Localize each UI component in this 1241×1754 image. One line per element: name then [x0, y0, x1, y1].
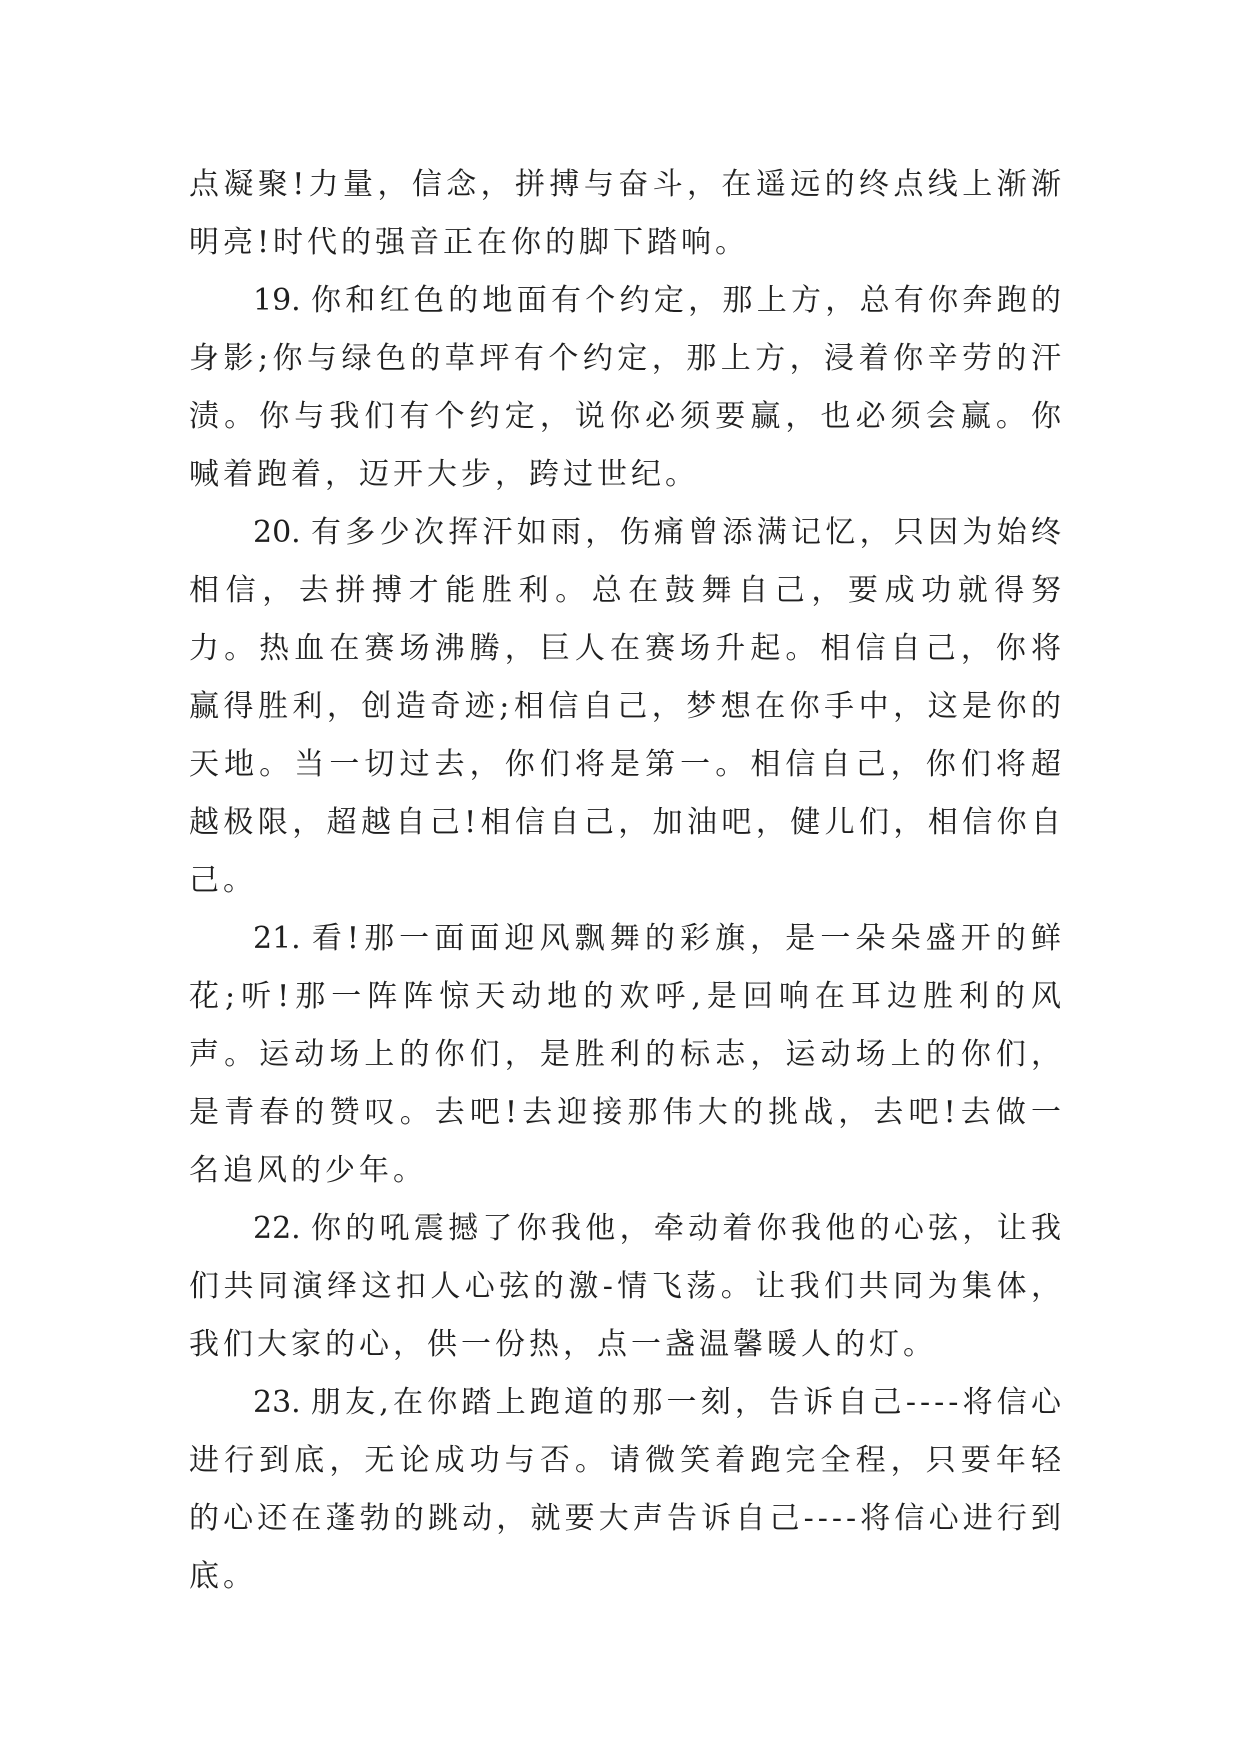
- paragraph-22: [189, 1200, 1065, 1374]
- paragraph-number: 21.: [253, 921, 301, 956]
- paragraph-21: [189, 910, 1065, 1200]
- paragraph-number: 22.: [253, 1211, 301, 1246]
- paragraph-continued: [189, 156, 1065, 272]
- paragraph-number: 19.: [253, 283, 301, 318]
- paragraph-19: [189, 272, 1065, 504]
- paragraph-number: 23.: [253, 1385, 301, 1420]
- paragraph-text: 朋友,在你踏上跑道的那一刻，告诉自己----将信心进行到底，无论成功与否。请微笑着跑完全程，只要年轻的心还在蓬勃的跳动，就要大声告诉自己----将信心进行到底。: [189, 1385, 1065, 1594]
- paragraph-text: 有多少次挥汗如雨，伤痛曾添满记忆，只因为始终相信，去拼搏才能胜利。总在鼓舞自己，要成功就得努力。热血在赛场沸腾，巨人在赛场升起。相信自己，你将赢得胜利，创造奇迹;相信自己，梦想在你手中，这是你的天地。当一切过去，你们将是第一。相信自己，你们将超越极限，超越自己!相信自己，加油吧，健儿们，相信你自己。: [189, 515, 1065, 898]
- paragraph-text: 看!那一面面迎风飘舞的彩旗，是一朵朵盛开的鲜花;听!那一阵阵惊天动地的欢呼,是回响在耳边胜利的风声。运动场上的你们，是胜利的标志，运动场上的你们，是青春的赞叹。去吧!去迎接那伟大的挑战，去吧!去做一名追风的少年。: [189, 921, 1065, 1188]
- paragraph-23: [189, 1374, 1065, 1606]
- paragraph-text: 你和红色的地面有个约定，那上方，总有你奔跑的身影;你与绿色的草坪有个约定，那上方，浸着你辛劳的汗渍。你与我们有个约定，说你必须要赢，也必须会赢。你喊着跑着，迈开大步，跨过世纪。: [189, 283, 1065, 492]
- paragraph-text: 点凝聚!力量，信念，拼搏与奋斗，在遥远的终点线上渐渐明亮!时代的强音正在你的脚下踏响。: [189, 167, 1065, 260]
- paragraph-text: 你的吼震撼了你我他，牵动着你我他的心弦，让我们共同演绎这扣人心弦的激-情飞荡。让我们共同为集体，我们大家的心，供一份热，点一盏温馨暖人的灯。: [189, 1211, 1065, 1362]
- paragraph-20: [189, 504, 1065, 910]
- document-body: [189, 156, 1065, 1606]
- paragraph-number: 20.: [253, 515, 301, 550]
